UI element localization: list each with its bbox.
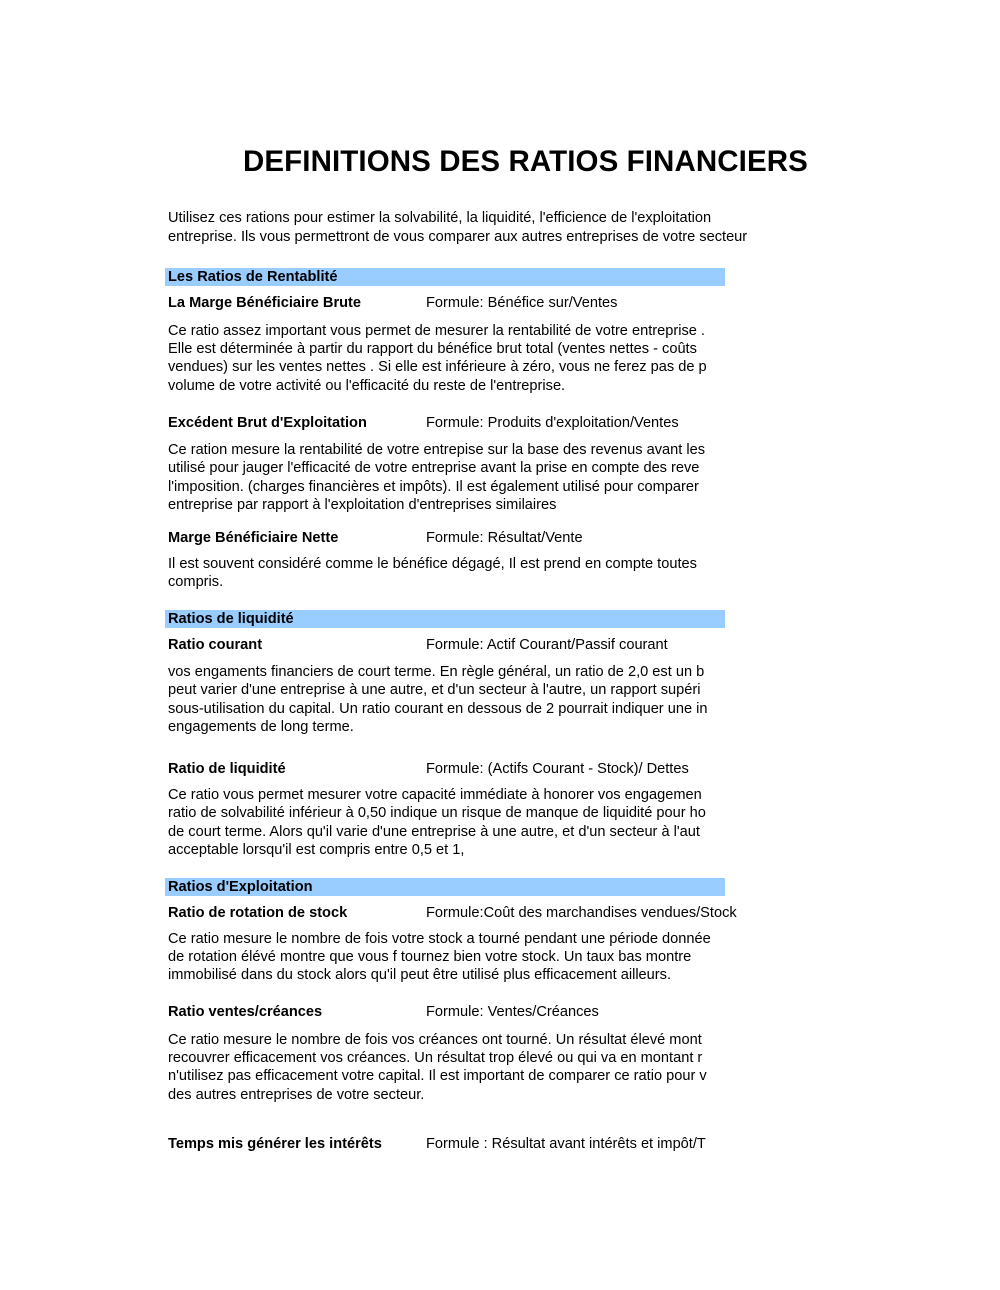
ratio-formula: Formule : Résultat avant intérêts et impôt/T xyxy=(426,1136,706,1152)
section-header-liquidite xyxy=(165,610,725,628)
ratio-formula: Formule: (Actifs Courant - Stock)/ Dettes xyxy=(426,761,689,777)
ratio-formula: Formule: Résultat/Vente xyxy=(426,530,583,546)
ratio-formula: Formule: Bénéfice sur/Ventes xyxy=(426,295,618,311)
section-header-label: Ratios de liquidité xyxy=(168,611,294,627)
ratio-name: Ratio de rotation de stock xyxy=(168,905,348,921)
ratio-description-line: vos engaments financiers de court terme. En règle général, un ratio de 2,0 est un b xyxy=(168,664,705,680)
ratio-description-line: entreprise par rapport à l'exploitation d'entreprises similaires xyxy=(168,497,557,513)
ratio-description-line: sous-utilisation du capital. Un ratio courant en dessous de 2 pourrait indiquer une in xyxy=(168,701,708,717)
page-title: DEFINITIONS DES RATIOS FINANCIERS xyxy=(243,145,808,178)
ratio-formula: Formule:Coût des marchandises vendues/Stock xyxy=(426,905,737,921)
ratio-formula: Formule: Produits d'exploitation/Ventes xyxy=(426,415,679,431)
ratio-description-line: utilisé pour jauger l'efficacité de votre entreprise avant la prise en compte des reve xyxy=(168,460,700,476)
ratio-description-line: compris. xyxy=(168,574,224,590)
ratio-description-line: immobilisé dans du stock alors qu'il peut être utilisé plus efficacement ailleurs. xyxy=(168,967,671,983)
ratio-description-line: vendues) sur les ventes nettes . Si elle est inférieure à zéro, vous ne ferez pas de p xyxy=(168,359,707,375)
ratio-description-line: ratio de solvabilité inférieur à 0,50 indique un risque de manque de liquidité pour ho xyxy=(168,805,706,821)
ratio-name: Ratio ventes/créances xyxy=(168,1004,323,1020)
ratio-description-line: de court terme. Alors qu'il varie d'une entreprise à une autre, et d'un secteur à l'aut xyxy=(168,824,700,840)
ratio-name: Temps mis générer les intérêts xyxy=(168,1136,382,1152)
ratio-description-line: l'imposition. (charges financières et impôts). Il est également utilisé pour comparer xyxy=(168,479,699,495)
ratio-description-line: Elle est déterminée à partir du rapport du bénéfice brut total (ventes nettes - coûts xyxy=(168,341,697,357)
ratio-description-line: acceptable lorsqu'il est compris entre 0,5 et 1, xyxy=(168,842,465,858)
ratio-formula: Formule: Actif Courant/Passif courant xyxy=(426,637,668,653)
ratio-description-line: Ce ratio mesure le nombre de fois vos créances ont tourné. Un résultat élevé mont xyxy=(168,1032,702,1048)
section-header-label: Ratios d'Exploitation xyxy=(168,879,313,895)
ratio-name: Excédent Brut d'Exploitation xyxy=(168,415,367,431)
ratio-name: Ratio courant xyxy=(168,637,263,653)
section-header-rentabilite xyxy=(165,268,725,286)
intro-line: entreprise. Ils vous permettront de vous comparer aux autres entreprises de votre secteur xyxy=(168,229,748,245)
section-header-label: Les Ratios de Rentablité xyxy=(168,269,338,285)
ratio-name: La Marge Bénéficiaire Brute xyxy=(168,295,362,311)
ratio-description-line: engagements de long terme. xyxy=(168,719,354,735)
ratio-formula: Formule: Ventes/Créances xyxy=(426,1004,599,1020)
ratio-description-line: peut varier d'une entreprise à une autre, et d'un secteur à l'autre, un rapport supéri xyxy=(168,682,701,698)
ratio-description-line: Ce ration mesure la rentabilité de votre entrepise sur la base des revenus avant les xyxy=(168,442,706,458)
ratio-description-line: Ce ratio assez important vous permet de mesurer la rentabilité de votre entreprise . xyxy=(168,323,705,339)
section-header-exploitation xyxy=(165,878,725,896)
ratio-description-line: volume de votre activité ou l'efficacité du reste de l'entreprise. xyxy=(168,378,566,394)
intro-line: Utilisez ces rations pour estimer la solvabilité, la liquidité, l'efficience de l'exploitation xyxy=(168,210,712,226)
ratio-description-line: Ce ratio mesure le nombre de fois votre stock a tourné pendant une période donnée xyxy=(168,931,711,947)
ratio-description-line: Il est souvent considéré comme le bénéfice dégagé, Il est prend en compte toutes xyxy=(168,556,697,572)
ratio-name: Ratio de liquidité xyxy=(168,761,286,777)
ratio-description-line: recouvrer efficacement vos créances. Un résultat trop élevé ou qui va en montant r xyxy=(168,1050,703,1066)
ratio-description-line: n'utilisez pas efficacement votre capital. Il est important de comparer ce ratio pour v xyxy=(168,1068,707,1084)
ratio-description-line: des autres entreprises de votre secteur. xyxy=(168,1087,425,1103)
ratio-description-line: de rotation élévé montre que vous f tournez bien votre stock. Un taux bas montre xyxy=(168,949,692,965)
ratio-description-line: Ce ratio vous permet mesurer votre capacité immédiate à honorer vos engagemen xyxy=(168,787,702,803)
ratio-name: Marge Bénéficiaire Nette xyxy=(168,530,339,546)
